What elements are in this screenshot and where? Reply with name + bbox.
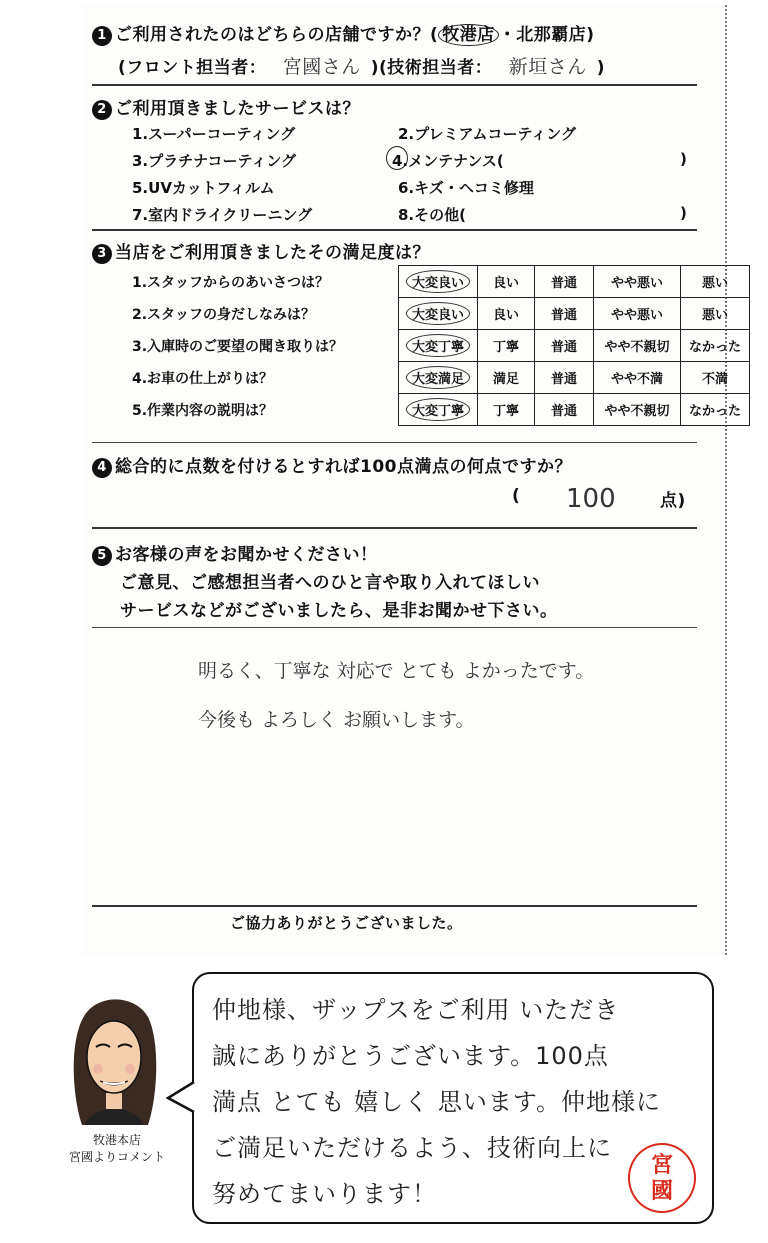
satisfaction-option[interactable]	[681, 266, 750, 298]
satisfaction-option[interactable]	[594, 362, 681, 394]
satisfaction-option[interactable]	[478, 330, 535, 362]
q3-line	[92, 238, 430, 264]
staff-avatar	[62, 985, 166, 1127]
reply-line: 誠にありがとうございます。100点	[212, 1042, 609, 1070]
divider	[92, 442, 697, 443]
q5-line	[92, 540, 378, 566]
divider	[92, 527, 697, 529]
reply-line: 満点 とても 嬉しく 思います。仲地様に	[212, 1088, 661, 1116]
satisfaction-item: 2.スタッフの身だしなみは？	[128, 298, 399, 330]
satisfaction-option-label: 悪い	[701, 308, 728, 323]
reply-line: ご満足いただけるよう、技術向上に	[212, 1134, 612, 1162]
q4-number: 4	[92, 458, 112, 478]
satisfaction-item: 4.お車の仕上がりは？	[128, 362, 399, 394]
service-item: 8.その他(	[398, 206, 466, 224]
q2-line	[92, 94, 360, 120]
divider	[92, 84, 697, 86]
seal-char: 宮	[650, 1152, 673, 1178]
service-item: 3.プラチナコーティング	[132, 152, 297, 170]
satisfaction-option[interactable]	[399, 266, 478, 298]
seal-char: 國	[650, 1178, 673, 1204]
satisfaction-option[interactable]	[535, 330, 594, 362]
bubble-tail	[166, 1080, 196, 1114]
satisfaction-option[interactable]	[478, 394, 535, 426]
satisfaction-option-label: 普通	[550, 404, 577, 419]
satisfaction-option-selected: 大変丁寧	[406, 398, 470, 421]
satisfaction-option[interactable]	[535, 362, 594, 394]
satisfaction-option-selected: 大変良い	[406, 270, 470, 293]
satisfaction-row	[128, 394, 750, 426]
q5-line1: お客様の声をお聞かせください！	[115, 545, 378, 565]
satisfaction-option-label: 普通	[550, 308, 577, 323]
q1-separator: ・	[498, 25, 517, 45]
satisfaction-option-label: なかった	[688, 404, 741, 419]
q1-store-other: 北那覇店	[516, 25, 587, 45]
satisfaction-option[interactable]	[399, 298, 478, 330]
caption-store: 牧港本店	[92, 1133, 141, 1147]
customer-comment-line2: 今後も よろしく お願いします。	[198, 709, 475, 731]
satisfaction-option[interactable]	[681, 362, 750, 394]
satisfaction-option-label: やや不親切	[604, 340, 670, 355]
satisfaction-table	[128, 265, 750, 426]
satisfaction-option-label: 良い	[492, 276, 519, 291]
staff-caption	[62, 1132, 172, 1166]
q1-number: 1	[92, 26, 112, 46]
q2-number: 2	[92, 100, 112, 120]
satisfaction-option[interactable]	[594, 298, 681, 330]
satisfaction-option[interactable]	[399, 362, 478, 394]
q3-text: 当店をご利用頂きましたその満足度は？	[115, 243, 430, 263]
satisfaction-option[interactable]	[399, 394, 478, 426]
q1-front-label: (フロント担当者：	[118, 58, 267, 78]
satisfaction-option[interactable]	[594, 266, 681, 298]
q1-tech-close: )	[596, 58, 605, 78]
satisfaction-option-label: 満足	[492, 372, 519, 387]
satisfaction-option-label: なかった	[688, 340, 741, 355]
satisfaction-option[interactable]	[681, 330, 750, 362]
satisfaction-row	[128, 330, 750, 362]
customer-comment-line1: 明るく、丁寧な 対応で とても よかったです。	[198, 660, 595, 682]
satisfaction-option[interactable]	[535, 394, 594, 426]
satisfaction-option-label: 普通	[550, 340, 577, 355]
divider	[92, 627, 697, 628]
satisfaction-option-label: やや不親切	[604, 404, 670, 419]
avatar-illustration	[62, 985, 166, 1127]
satisfaction-item: 1.スタッフからのあいさつは？	[128, 266, 399, 298]
divider	[92, 905, 697, 907]
q4-open-paren: (	[512, 486, 521, 506]
service-item: 7.室内ドライクリーニング	[132, 206, 313, 224]
divider	[92, 229, 697, 231]
satisfaction-option[interactable]	[594, 394, 681, 426]
satisfaction-option[interactable]	[478, 362, 535, 394]
service-item-selected: 4.メンテナンス(	[392, 152, 504, 170]
reply-line: 仲地様、ザップスをご利用 いただき	[212, 996, 620, 1024]
satisfaction-option-label: 悪い	[701, 276, 728, 291]
satisfaction-option-label: 不満	[701, 372, 728, 387]
satisfaction-row	[128, 266, 750, 298]
q1-line	[92, 20, 595, 46]
satisfaction-item: 3.入庫時のご要望の聞き取りは？	[128, 330, 399, 362]
service-item: 5.UVカットフィルム	[132, 179, 275, 197]
service-item: 1.スーパーコーティング	[132, 125, 296, 143]
q4-line	[92, 452, 572, 478]
satisfaction-option[interactable]	[535, 266, 594, 298]
satisfaction-option-label: 普通	[550, 276, 577, 291]
q4-text: 総合的に点数を付けるとすれば100点満点の何点ですか？	[115, 457, 572, 477]
service-item: 6.キズ・ヘコミ修理	[398, 179, 534, 197]
satisfaction-option[interactable]	[478, 298, 535, 330]
satisfaction-row	[128, 298, 750, 330]
satisfaction-option-selected: 大変満足	[406, 366, 470, 389]
service-paren: )	[680, 204, 687, 222]
q2-text: ご利用頂きましたサービスは？	[115, 99, 360, 119]
q1-tech-value: 新垣さん	[508, 56, 587, 78]
q1-close: )	[586, 25, 595, 45]
satisfaction-option[interactable]	[594, 330, 681, 362]
q3-number: 3	[92, 244, 112, 264]
q1-staff-line	[118, 52, 605, 79]
q1-text: ご利用されたのはどちらの店舗ですか？(	[115, 25, 439, 45]
reply-line: 努めてまいります！	[212, 1180, 437, 1208]
q1-front-value: 宮國さん	[282, 56, 361, 78]
survey-card	[82, 5, 727, 955]
q5-line3: サービスなどがございましたら、是非お聞かせ下さい。	[120, 601, 558, 621]
satisfaction-option-label: やや悪い	[610, 276, 663, 291]
satisfaction-row	[128, 362, 750, 394]
caption-comment: 宮國よりコメント	[68, 1150, 165, 1164]
satisfaction-option[interactable]	[681, 298, 750, 330]
thanks-text: ご協力ありがとうございました。	[230, 914, 463, 932]
q4-score: 100	[566, 484, 616, 514]
satisfaction-option-label: やや不満	[610, 372, 663, 387]
satisfaction-option[interactable]	[478, 266, 535, 298]
satisfaction-option-label: やや悪い	[610, 308, 663, 323]
q5-line2: ご意見、ご感想担当者へのひと言や取り入れてほしい	[120, 573, 540, 593]
q1-tech-label: (技術担当者：	[379, 58, 493, 78]
satisfaction-option-label: 普通	[550, 372, 577, 387]
satisfaction-option-label: 丁寧	[492, 404, 519, 419]
q1-store-selected: 牧港店	[438, 24, 499, 46]
service-item: 2.プレミアムコーティング	[398, 125, 576, 143]
satisfaction-option-label: 良い	[492, 308, 519, 323]
satisfaction-option[interactable]	[535, 298, 594, 330]
satisfaction-option[interactable]	[399, 330, 478, 362]
q5-number: 5	[92, 546, 112, 566]
satisfaction-option-label: 丁寧	[492, 340, 519, 355]
q4-unit: 点)	[660, 491, 686, 511]
satisfaction-item: 5.作業内容の説明は？	[128, 394, 399, 426]
service-paren: )	[680, 150, 687, 168]
q1-front-close: )	[370, 58, 379, 78]
satisfaction-option-selected: 大変丁寧	[406, 334, 470, 357]
name-seal	[628, 1143, 696, 1213]
satisfaction-option[interactable]	[681, 394, 750, 426]
satisfaction-option-selected: 大変良い	[406, 302, 470, 325]
